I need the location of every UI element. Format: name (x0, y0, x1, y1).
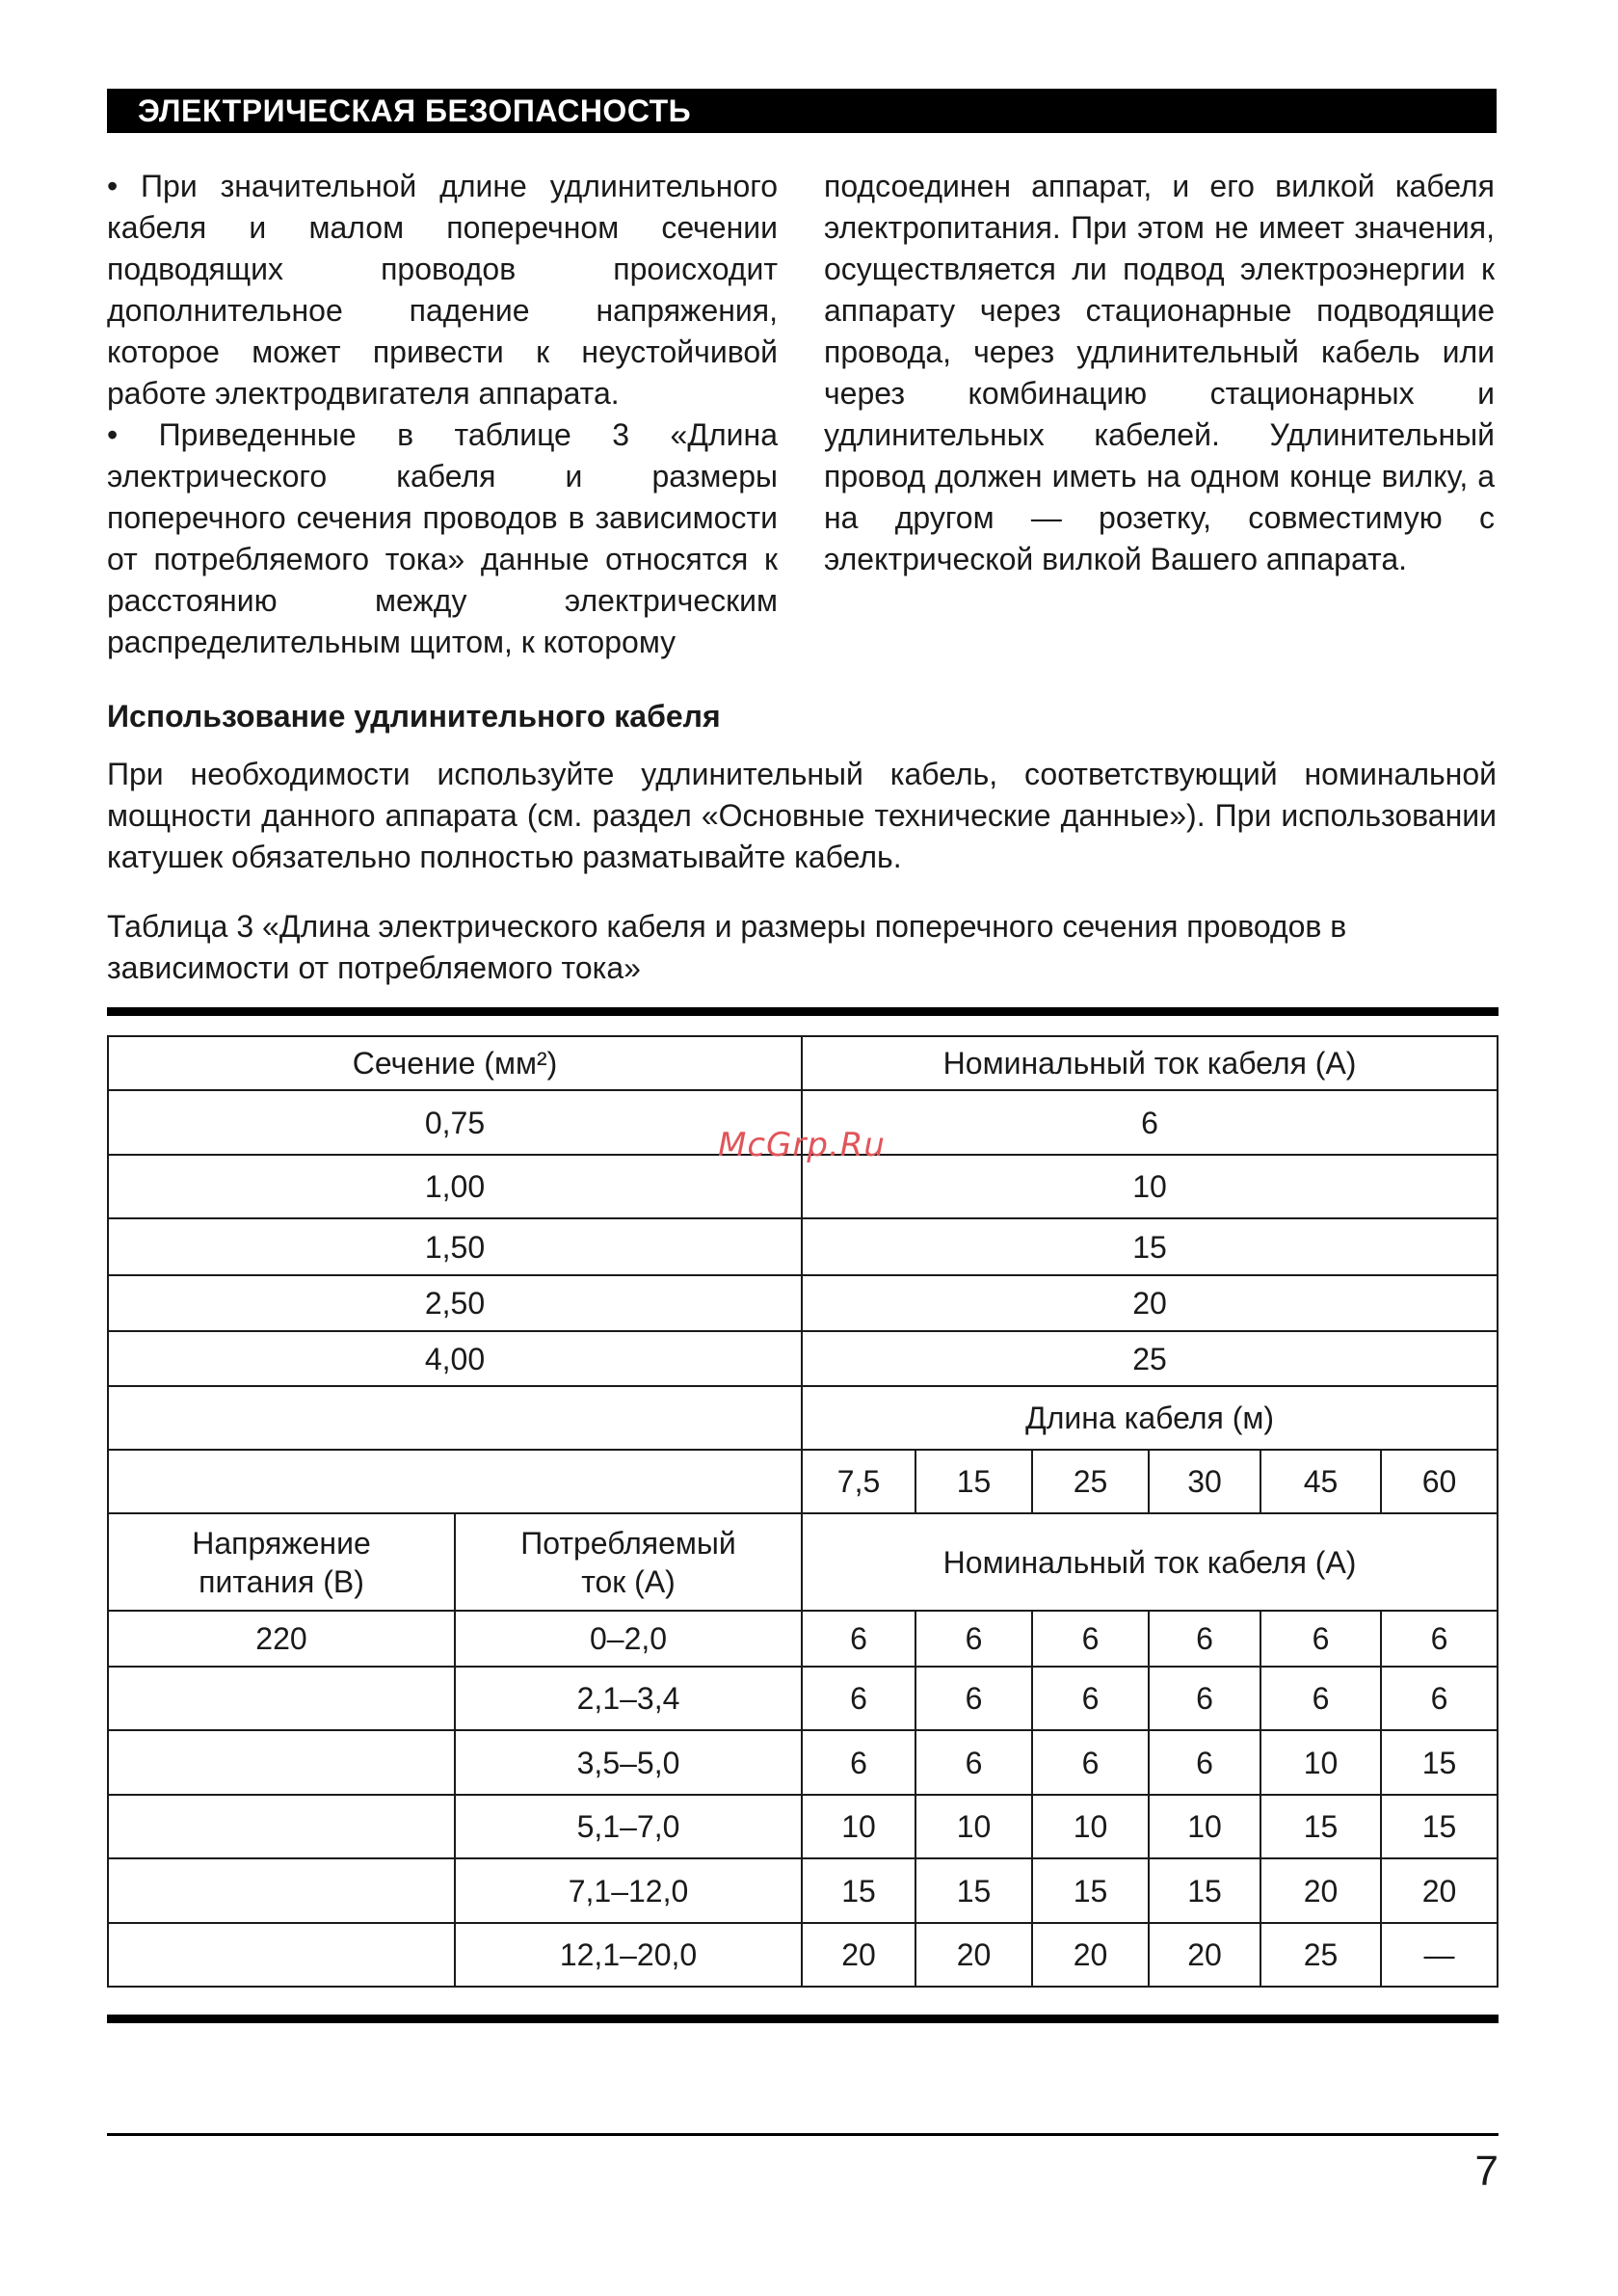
rated-value-cell: 6 (915, 1667, 1032, 1730)
rated-value-cell: 15 (1381, 1795, 1498, 1858)
current-value-cell: 25 (802, 1331, 1498, 1386)
rated-value-cell: 10 (1260, 1730, 1381, 1795)
rated-value-cell: 20 (915, 1923, 1032, 1987)
watermark: McGrp.Ru (718, 1126, 886, 1164)
table-row (108, 1036, 1498, 1090)
table-row (108, 1386, 1498, 1450)
footer-rule (107, 2133, 1499, 2136)
rated-value-cell: 10 (1032, 1795, 1149, 1858)
section-value-cell: 0,75 (108, 1090, 802, 1155)
voltage-value-cell (108, 1667, 455, 1730)
consumption-value-cell: 3,5–5,0 (455, 1730, 802, 1795)
rated-value-cell: 6 (1032, 1667, 1149, 1730)
rated-value-cell: 20 (1260, 1858, 1381, 1923)
rated-value-cell: 10 (1149, 1795, 1260, 1858)
rated-value-cell: 15 (1032, 1858, 1149, 1923)
voltage-value-cell (108, 1858, 455, 1923)
length-value-cell: 45 (1260, 1450, 1381, 1513)
consumption-value-cell: 12,1–20,0 (455, 1923, 802, 1987)
rated-value-cell: 25 (1260, 1923, 1381, 1987)
voltage-value-cell (108, 1795, 455, 1858)
rated-value-cell: 6 (1260, 1667, 1381, 1730)
empty-cell (108, 1386, 802, 1450)
rated-value-cell: 6 (1149, 1667, 1260, 1730)
right-paragraph-1: подсоединен аппарат, и его вилкой кабеля электропитания. При этом не имеет значения, осуществляется ли подвод электроэнергии к аппарату через стационарные подводящие провода, через удлинительный кабель или через комбинацию стационарных и удлинительных кабелей. Удлинительный провод должен иметь на одном конце вилку, а на другом — розетку, совместимую с электрической вилкой Вашего аппарата. (824, 169, 1495, 576)
table-caption: Таблица 3 «Длина электрического кабеля и размеры поперечного сечения проводов в зависимости от потребляемого тока» (107, 909, 1347, 985)
section-value-cell: 1,00 (108, 1155, 802, 1218)
rated-value-cell: 6 (1260, 1611, 1381, 1667)
rated-value-cell: 20 (1149, 1923, 1260, 1987)
rated-value-cell: 6 (1149, 1611, 1260, 1667)
current-value-cell: 10 (802, 1155, 1498, 1218)
section-value-cell: 1,50 (108, 1218, 802, 1275)
consumption-value-cell: 2,1–3,4 (455, 1667, 802, 1730)
section-value-cell: 2,50 (108, 1275, 802, 1331)
table-row (108, 1611, 1498, 1667)
rated-value-cell: 15 (915, 1858, 1032, 1923)
rated-value-cell: 15 (1260, 1795, 1381, 1858)
rated-value-cell: 15 (1149, 1858, 1260, 1923)
current-value-cell: 15 (802, 1218, 1498, 1275)
voltage-header-cell: Напряжение питания (В) (108, 1513, 455, 1611)
rated-value-cell: 10 (915, 1795, 1032, 1858)
current-header-cell: Номинальный ток кабеля (А) (802, 1036, 1498, 1090)
voltage-value-cell (108, 1923, 455, 1987)
table-row (108, 1923, 1498, 1987)
length-header-cell: Длина кабеля (м) (802, 1386, 1498, 1450)
voltage-value-cell: 220 (108, 1611, 455, 1667)
rated-value-cell: 20 (1381, 1858, 1498, 1923)
page-number: 7 (1474, 2148, 1499, 2195)
rated-value-cell: 20 (802, 1923, 915, 1987)
rated-value-cell: 20 (1032, 1923, 1149, 1987)
rated-header-cell: Номинальный ток кабеля (А) (802, 1513, 1498, 1611)
consumption-header-cell: Потребляемый ток (А) (455, 1513, 802, 1611)
section-header-cell: Сечение (мм²) (108, 1036, 802, 1090)
table-row (108, 1218, 1498, 1275)
table-row (108, 1730, 1498, 1795)
empty-cell (108, 1450, 802, 1513)
table-row (108, 1275, 1498, 1331)
left-paragraph-1: • При значительной длине удлинительного кабеля и малом поперечном сечении подводящих проводов происходит дополнительное падение напряжения, которое может привести к неустойчивой работе электродвигателя аппарата. (107, 169, 778, 411)
rated-value-cell: 6 (1381, 1611, 1498, 1667)
right-column (824, 166, 1495, 580)
table-row (108, 1795, 1498, 1858)
left-column (107, 166, 778, 663)
consumption-value-cell: 5,1–7,0 (455, 1795, 802, 1858)
length-value-cell: 15 (915, 1450, 1032, 1513)
section-header: ЭЛЕКТРИЧЕСКАЯ БЕЗОПАСНОСТЬ (107, 89, 1497, 133)
length-value-cell: 25 (1032, 1450, 1149, 1513)
rated-value-cell: 15 (802, 1858, 915, 1923)
table-bottom-rule (107, 2015, 1499, 2023)
rated-value-cell: 6 (915, 1611, 1032, 1667)
rated-value-cell: 6 (1149, 1730, 1260, 1795)
voltage-value-cell (108, 1730, 455, 1795)
rated-value-cell: 6 (802, 1730, 915, 1795)
current-value-cell: 6 (802, 1090, 1498, 1155)
rated-value-cell: 6 (915, 1730, 1032, 1795)
table-row (108, 1667, 1498, 1730)
length-value-cell: 30 (1149, 1450, 1260, 1513)
length-value-cell: 7,5 (802, 1450, 915, 1513)
rated-value-cell: 6 (1381, 1667, 1498, 1730)
cable-table (107, 1035, 1499, 1988)
rated-value-cell: — (1381, 1923, 1498, 1987)
rated-value-cell: 6 (802, 1611, 915, 1667)
consumption-value-cell: 0–2,0 (455, 1611, 802, 1667)
table-row (108, 1513, 1498, 1611)
rated-value-cell: 6 (1032, 1611, 1149, 1667)
rated-value-cell: 6 (1032, 1730, 1149, 1795)
consumption-value-cell: 7,1–12,0 (455, 1858, 802, 1923)
table-row (108, 1331, 1498, 1386)
left-paragraph-2: • Приведенные в таблице 3 «Длина электрического кабеля и размеры поперечного сечения проводов в зависимости от потребляемого тока» данные относятся к расстоянию между электрическим распределительным щитом, к которому (107, 417, 778, 659)
table-top-rule (107, 1007, 1499, 1016)
rated-value-cell: 6 (802, 1667, 915, 1730)
current-value-cell: 20 (802, 1275, 1498, 1331)
section-value-cell: 4,00 (108, 1331, 802, 1386)
table-row (108, 1450, 1498, 1513)
rated-value-cell: 10 (802, 1795, 915, 1858)
subsection-heading: Использование удлинительного кабеля (107, 699, 721, 734)
table-row (108, 1858, 1498, 1923)
rated-value-cell: 15 (1381, 1730, 1498, 1795)
subsection-paragraph: При необходимости используйте удлинительный кабель, соответствующий номинальной мощности данного аппарата (см. раздел «Основные технические данные»). При использовании катушек обязательно полностью разматывайте кабель. (107, 757, 1497, 874)
length-value-cell: 60 (1381, 1450, 1498, 1513)
